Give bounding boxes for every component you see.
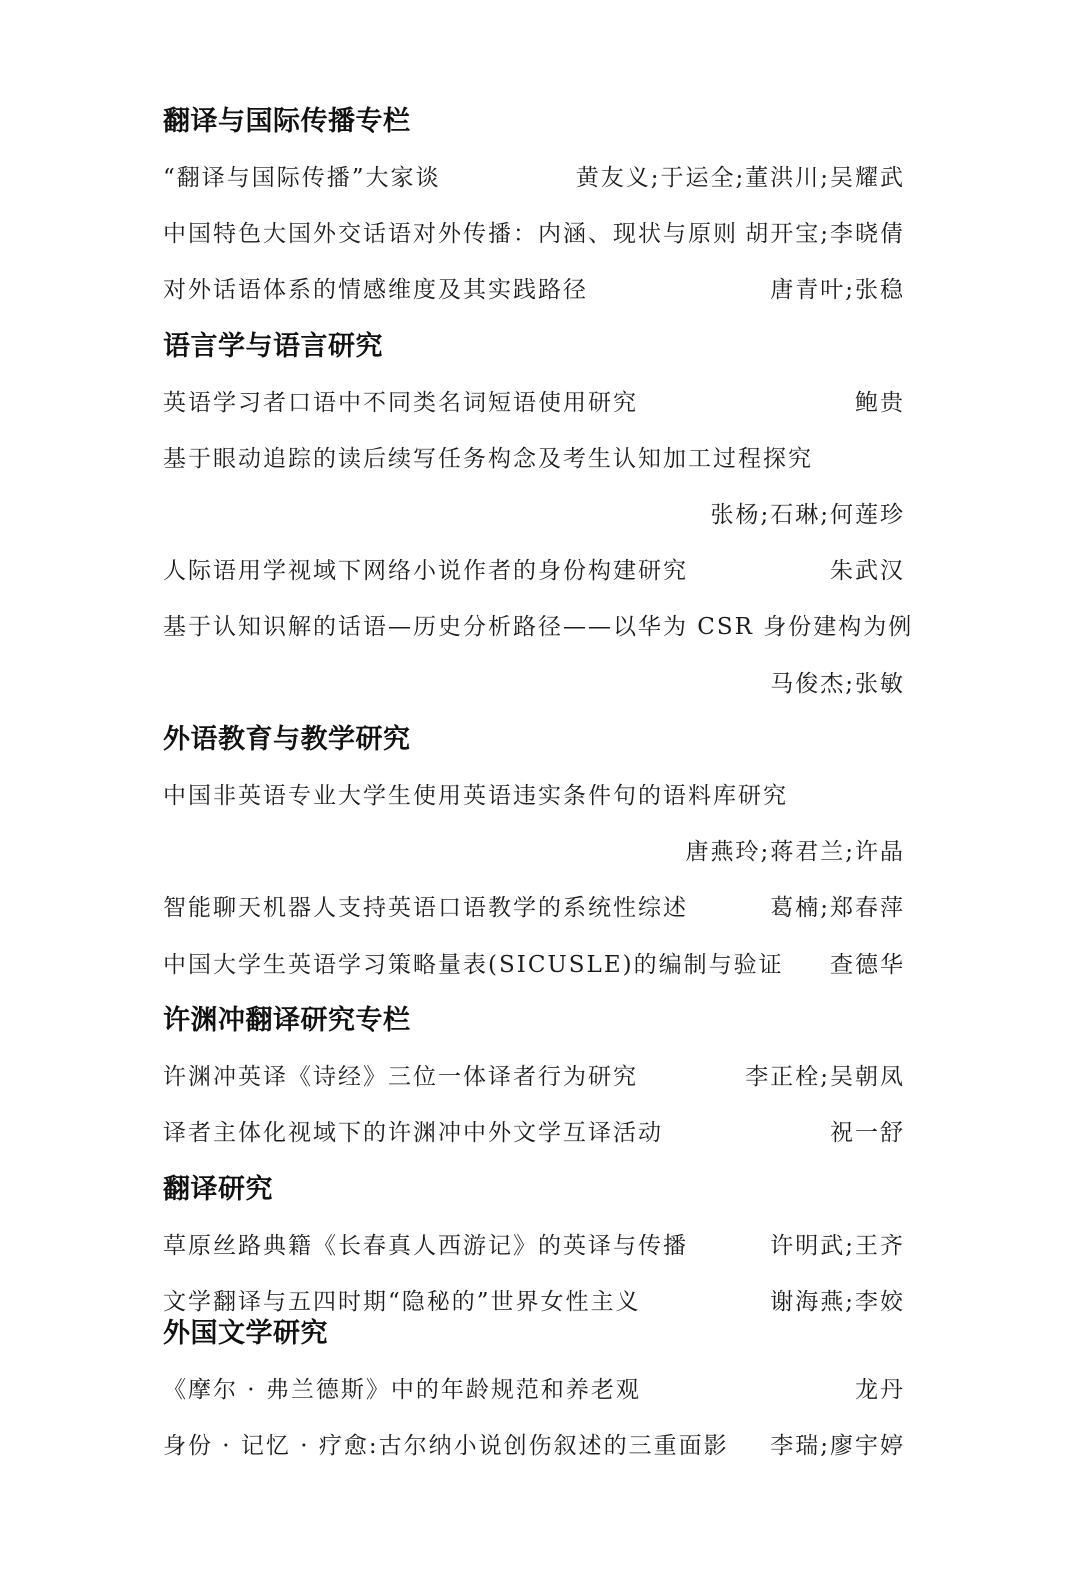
toc-entry xyxy=(163,214,905,254)
entry-title: 身份 · 记忆 · 疗愈:古尔纳小说创伤叙述的三重面影 xyxy=(163,1433,729,1459)
entry-title: 中国非英语专业大学生使用英语违实条件句的语料库研究 xyxy=(163,783,788,809)
entry-title: 对外话语体系的情感维度及其实践路径 xyxy=(163,277,588,303)
entry-author: 黄友义;于运全;董洪川;吴耀武 xyxy=(575,165,905,191)
entry-title: 英语学习者口语中不同类名词短语使用研究 xyxy=(163,390,638,416)
entry-title: 草原丝路典籍《长春真人西游记》的英译与传播 xyxy=(163,1233,688,1259)
entry-title: “翻译与国际传播”大家谈 xyxy=(163,165,441,191)
entry-title: 许渊冲英译《诗经》三位一体译者行为研究 xyxy=(163,1064,638,1090)
section-heading-foreign-language-education: 外语教育与教学研究 xyxy=(163,724,411,755)
entry-title: 中国大学生英语学习策略量表(SICUSLE)的编制与验证 xyxy=(163,952,784,978)
toc-entry xyxy=(163,945,905,985)
entry-author: 李瑞;廖宇婷 xyxy=(770,1433,905,1459)
entry-title: 基于认知识解的话语—历史分析路径——以华为 CSR 身份建构为例 xyxy=(163,614,914,640)
section-heading-translation-international-communication: 翻译与国际传播专栏 xyxy=(163,106,411,137)
entry-title: 中国特色大国外交话语对外传播：内涵、现状与原则 xyxy=(163,221,738,247)
entry-author: 许明武;王齐 xyxy=(770,1233,905,1259)
toc-entry xyxy=(163,383,905,423)
entry-author: 祝一舒 xyxy=(830,1120,905,1146)
entry-title: 智能聊天机器人支持英语口语教学的系统性综述 xyxy=(163,895,688,921)
entry-author: 葛楠;郑春萍 xyxy=(770,895,905,921)
section-heading-foreign-literature: 外国文学研究 xyxy=(163,1318,328,1349)
toc-entry xyxy=(163,776,905,816)
entry-author: 唐燕玲;蒋君兰;许晶 xyxy=(685,839,905,865)
toc-entry xyxy=(163,1426,905,1466)
toc-entry xyxy=(163,1226,905,1266)
entry-author: 李正栓;吴朝凤 xyxy=(745,1064,905,1090)
entry-title: 人际语用学视域下网络小说作者的身份构建研究 xyxy=(163,558,688,584)
entry-title: 译者主体化视域下的许渊冲中外文学互译活动 xyxy=(163,1120,663,1146)
toc-entry xyxy=(163,551,905,591)
entry-title: 文学翻译与五四时期“隐秘的”世界女性主义 xyxy=(163,1289,641,1315)
toc-entry xyxy=(163,888,905,928)
entry-author: 张杨;石琳;何莲珍 xyxy=(710,502,905,528)
toc-entry xyxy=(163,1113,905,1153)
toc-entry xyxy=(163,439,905,479)
section-heading-linguistics: 语言学与语言研究 xyxy=(163,331,383,362)
entry-author: 龙丹 xyxy=(855,1377,905,1403)
entry-author: 胡开宝;李晓倩 xyxy=(745,221,905,247)
entry-author: 谢海燕;李姣 xyxy=(770,1289,905,1315)
entry-author: 朱武汉 xyxy=(830,558,905,584)
toc-entry xyxy=(163,270,905,310)
toc-entry xyxy=(163,1057,905,1097)
toc-entry xyxy=(163,158,905,198)
entry-author: 查德华 xyxy=(830,952,905,978)
entry-author: 马俊杰;张敏 xyxy=(770,671,905,697)
toc-entry xyxy=(163,607,914,647)
entry-title: 《摩尔 · 弗兰德斯》中的年龄规范和养老观 xyxy=(163,1377,641,1403)
section-heading-xu-yuanchong-translation: 许渊冲翻译研究专栏 xyxy=(163,1005,411,1036)
entry-author: 唐青叶;张稳 xyxy=(770,277,905,303)
entry-title: 基于眼动追踪的读后续写任务构念及考生认知加工过程探究 xyxy=(163,446,813,472)
entry-author: 鲍贵 xyxy=(855,390,905,416)
toc-entry xyxy=(163,1370,905,1410)
section-heading-translation-studies: 翻译研究 xyxy=(163,1174,273,1205)
